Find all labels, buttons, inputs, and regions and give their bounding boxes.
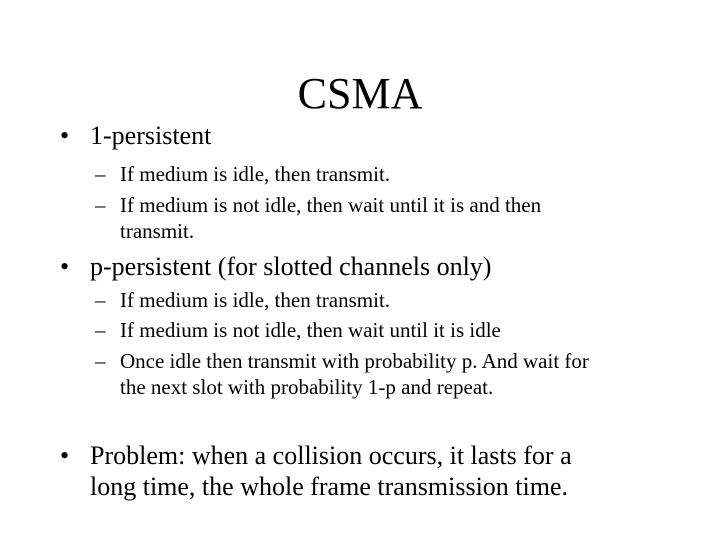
bullet-heading: 1-persistent: [90, 121, 212, 150]
bullet-heading: long time, the whole frame transmission time.: [90, 472, 569, 501]
bullet-dot: •: [60, 441, 70, 470]
sub-bullet-text: the next slot with probability 1-p and repeat.: [120, 375, 494, 399]
sub-bullet-text: Once idle then transmit with probability p. And wait for: [120, 349, 589, 373]
bullet-dot: •: [60, 121, 70, 150]
dash-symbol: –: [95, 288, 106, 312]
dash-symbol: –: [95, 162, 106, 186]
dash-symbol: –: [95, 193, 106, 217]
slide-title: CSMA: [297, 69, 423, 118]
bullet-heading: p-persistent (for slotted channels only): [90, 252, 492, 281]
dash-symbol: –: [95, 349, 106, 373]
sub-bullet-text: If medium is not idle, then wait until it is idle: [120, 318, 501, 342]
sub-bullet-text: If medium is idle, then transmit.: [120, 288, 391, 312]
sub-bullet-text: If medium is not idle, then wait until it is and then: [120, 193, 542, 217]
bullet-dot: •: [60, 252, 70, 281]
sub-bullet-text: transmit.: [120, 219, 195, 243]
dash-symbol: –: [95, 318, 106, 342]
bullet-heading: Problem: when a collision occurs, it lasts for a: [90, 441, 572, 470]
sub-bullet-text: If medium is idle, then transmit.: [120, 162, 391, 186]
